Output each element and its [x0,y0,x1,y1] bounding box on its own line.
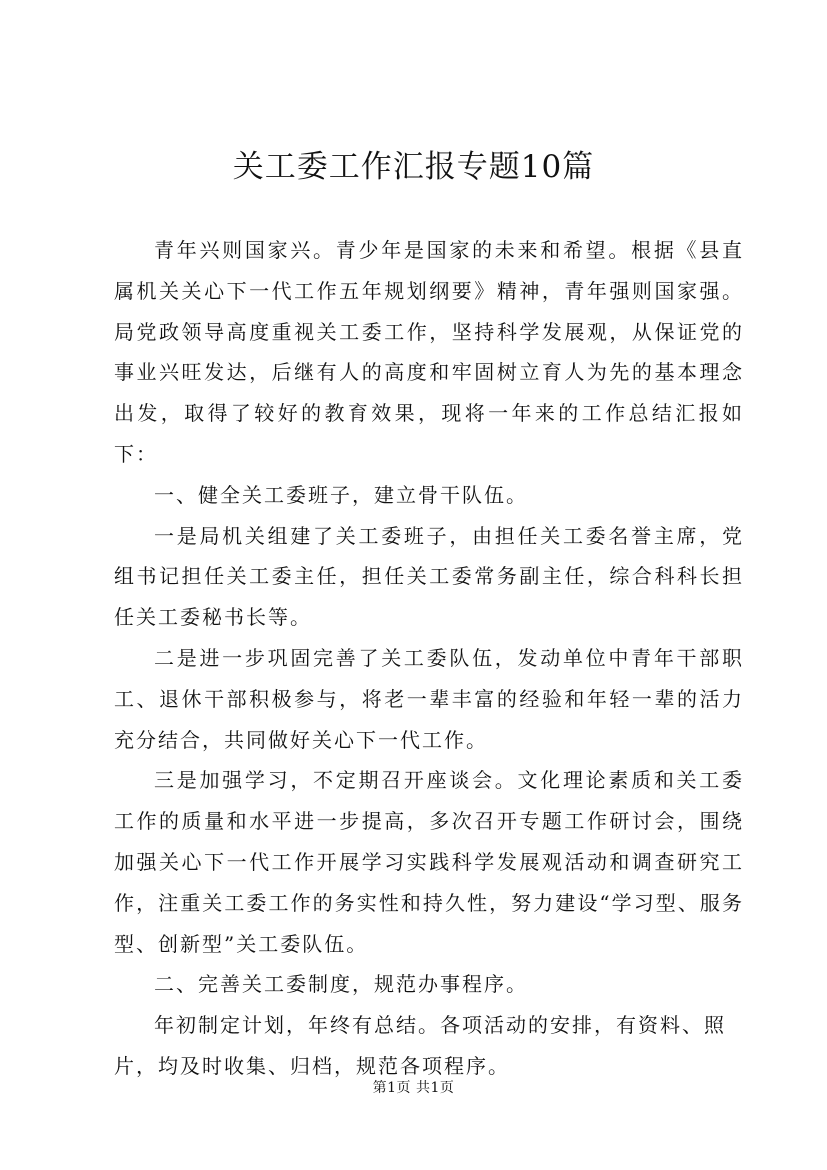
paragraph-intro: 青年兴则国家兴。青少年是国家的未来和希望。根据《县直属机关关心下一代工作五年规划纲要》精神，青年强则国家强。局党政领导高度重视关工委工作，坚持科学发展观，从保证党的事业兴旺发达，后继有人的高度和牢固树立育人为先的基本理念出发，取得了较好的教育效果，现将一年来的工作总结汇报如下： [114,238,744,466]
paragraph-item-2: 二是进一步巩固完善了关工委队伍，发动单位中青年干部职工、退休干部积极参与，将老一辈丰富的经验和年轻一辈的活力充分结合，共同做好关心下一代工作。 [114,645,744,752]
section-heading-1: 一、健全关工委班子，建立骨干队伍。 [154,482,528,507]
document-title: 关工委工作汇报专题10篇 [232,149,595,185]
paragraph-item-3: 三是加强学习，不定期召开座谈会。文化理论素质和关工委工作的质量和水平进一步提高，多次召开专题工作研讨会，围绕加强关心下一代工作开展学习实践科学发展观活动和调查研究工作，注重关工委工作的务实性和持久性，努力建设“学习型、服务型、创新型”关工委队伍。 [114,768,744,956]
page-footer: 第1页 共1页 [372,1080,455,1096]
section-heading-2: 二、完善关工委制度，规范办事程序。 [154,972,528,997]
paragraph-item-4: 年初制定计划，年终有总结。各项活动的安排，有资料、照片，均及时收集、归档，规范各项程序。 [114,1013,726,1078]
paragraph-item-1: 一是局机关组建了关工委班子，由担任关工委名誉主席，党组书记担任关工委主任，担任关工委常务副主任，综合科科长担任关工委秘书长等。 [114,523,744,630]
document-body [114,230,744,1087]
